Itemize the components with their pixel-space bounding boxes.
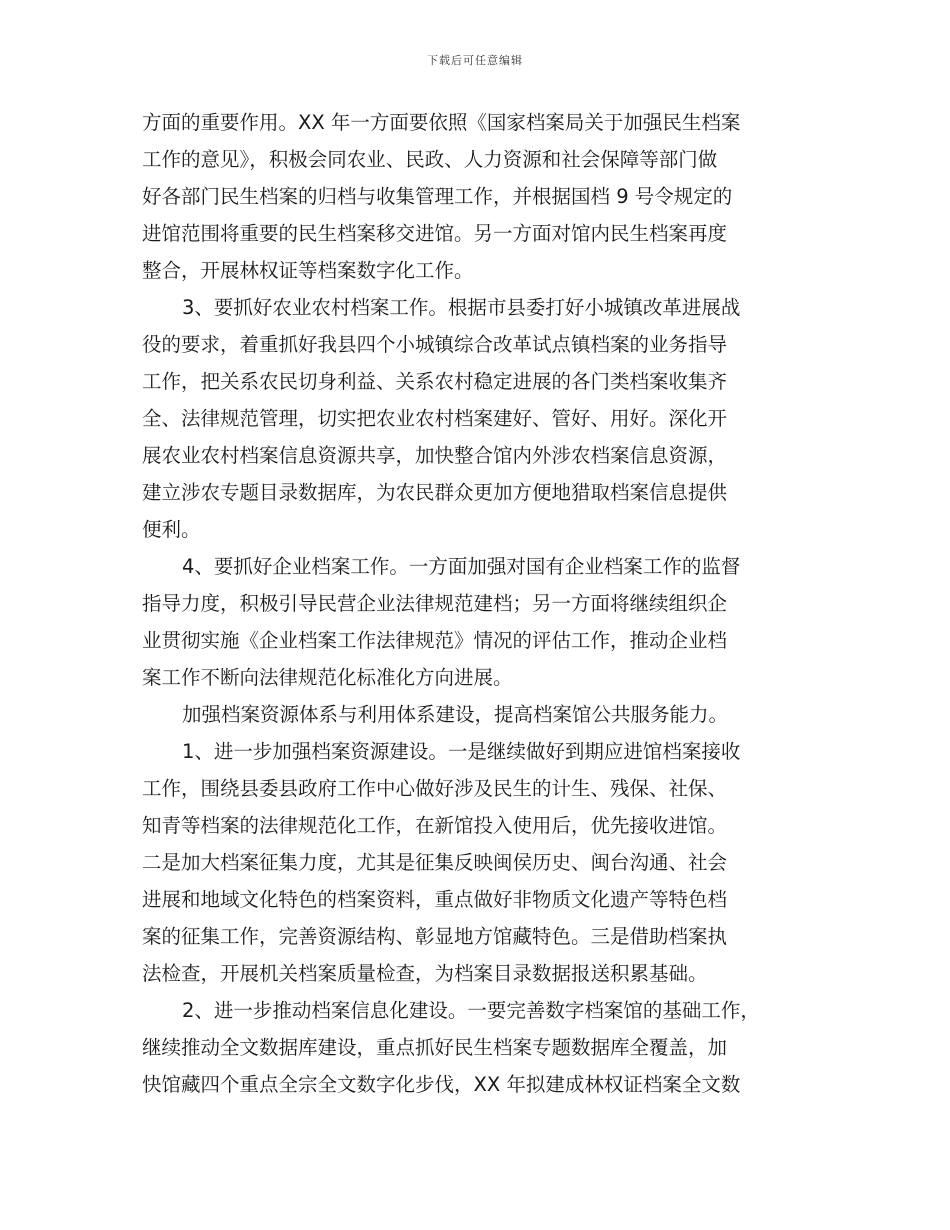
- text-line: 展农业农村档案信息资源共享，加快整合馆内外涉农档案信息资源，: [142, 444, 728, 467]
- text-line: 工作的意见》，积极会同农业、民政、人力资源和社会保障等部门做: [142, 148, 718, 171]
- text-line: 1、进一步加强档案资源建设。一是继续做好到期应进馆档案接收: [182, 740, 741, 763]
- text-line: 案的征集工作，完善资源结构、彰显地方馆藏特色。三是借助档案执: [142, 925, 728, 948]
- text-line: 方面的重要作用。XX 年一方面要依照《国家档案局关于加强民生档案: [142, 111, 741, 134]
- text-line: 二是加大档案征集力度，尤其是征集反映闽侯历史、闽台沟通、社会: [142, 851, 728, 874]
- text-line: 整合，开展林权证等档案数字化工作。: [142, 259, 474, 282]
- text-line: 加强档案资源体系与利用体系建设，提高档案馆公共服务能力。: [182, 703, 729, 726]
- text-line: 役的要求，着重抓好我县四个小城镇综合改革试点镇档案的业务指导: [142, 333, 728, 356]
- text-line: 进展和地域文化特色的档案资料，重点做好非物质文化遗产等特色档: [142, 888, 728, 911]
- text-line: 4、要抓好企业档案工作。一方面加强对国有企业档案工作的监督: [182, 555, 741, 578]
- text-line: 建立涉农专题目录数据库，为农民群众更加方便地猎取档案信息提供: [142, 481, 728, 504]
- text-line: 工作，围绕县委县政府工作中心做好涉及民生的计生、残保、社保、: [142, 777, 728, 800]
- text-line: 便利。: [142, 518, 201, 541]
- text-line: 2、进一步推动档案信息化建设。一要完善数字档案馆的基础工作，: [182, 999, 760, 1022]
- document-body: [142, 104, 822, 1103]
- text-line: 进馆范围将重要的民生档案移交进馆。另一方面对馆内民生档案再度: [142, 222, 728, 245]
- page-header: 下载后可任意编辑: [427, 54, 523, 67]
- text-line: 好各部门民生档案的归档与收集管理工作，并根据国档 9 号令规定的: [142, 185, 733, 208]
- text-line: 工作，把关系农民切身利益、关系农村稳定进展的各门类档案收集齐: [142, 370, 728, 393]
- text-line: 3、要抓好农业农村档案工作。根据市县委打好小城镇改革进展战: [182, 296, 741, 319]
- text-line: 快馆藏四个重点全宗全文数字化步伐，XX 年拟建成林权证档案全文数: [142, 1073, 741, 1096]
- text-line: 继续推动全文数据库建设，重点抓好民生档案专题数据库全覆盖，加: [142, 1036, 728, 1059]
- text-line: 指导力度，积极引导民营企业法律规范建档；另一方面将继续组织企: [142, 592, 728, 615]
- text-line: 知青等档案的法律规范化工作，在新馆投入使用后，优先接收进馆。: [142, 814, 728, 837]
- text-line: 法检查，开展机关档案质量检查，为档案目录数据报送积累基础。: [142, 962, 708, 985]
- text-line: 案工作不断向法律规范化标准化方向进展。: [142, 666, 513, 689]
- text-line: 业贯彻实施《企业档案工作法律规范》情况的评估工作，推动企业档: [142, 629, 728, 652]
- text-line: 全、法律规范管理，切实把农业农村档案建好、管好、用好。深化开: [142, 407, 728, 430]
